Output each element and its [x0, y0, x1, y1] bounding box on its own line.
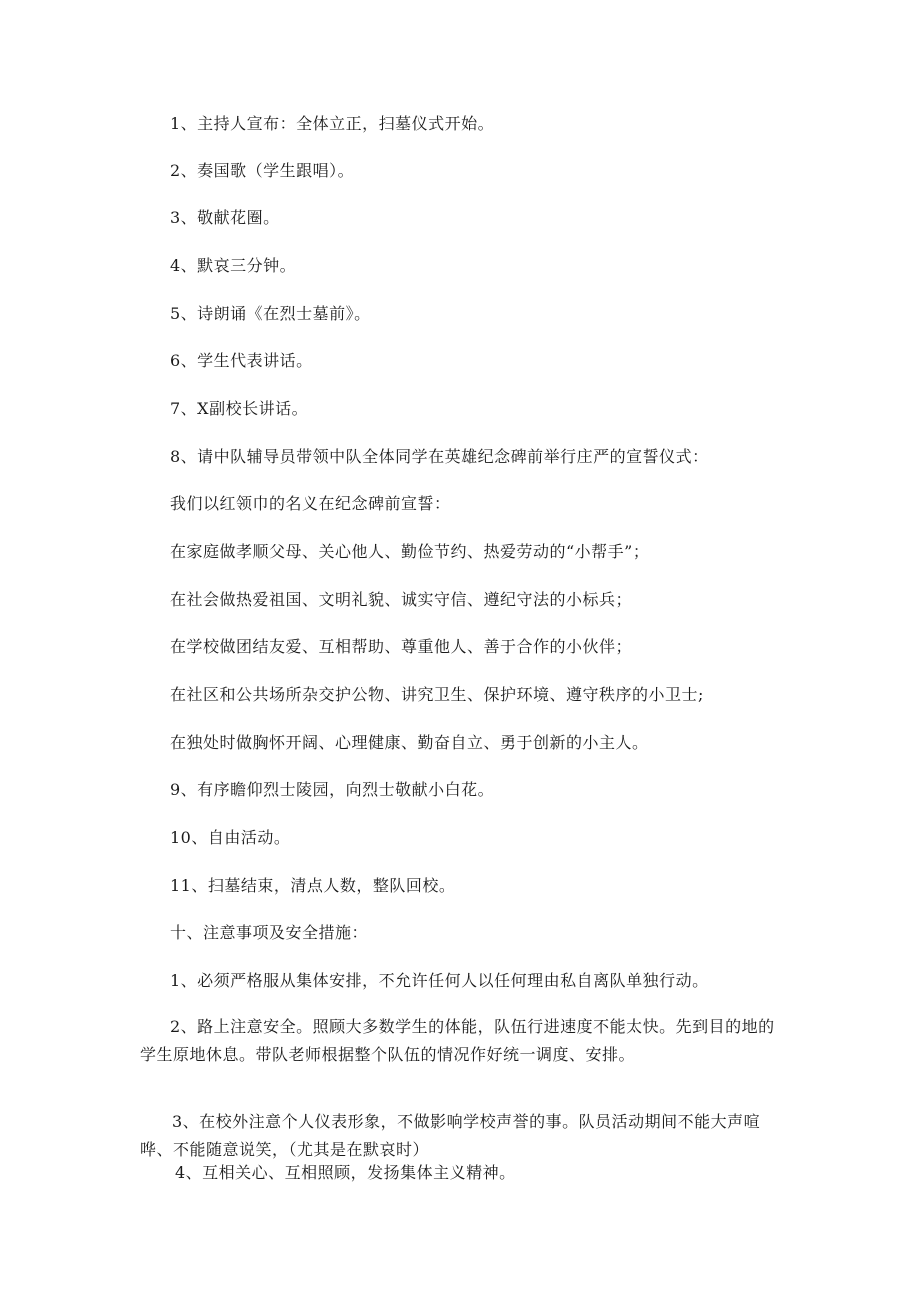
step-7: 7、X副校长讲话。: [170, 399, 309, 418]
oath-line-family: 在家庭做孝顺父母、关心他人、勤俭节约、热爱劳动的“小帮手”；: [170, 542, 650, 561]
step-9: 9、有序瞻仰烈士陵园，向烈士敬献小白花。: [170, 780, 495, 799]
step-4: 4、默哀三分钟。: [170, 256, 297, 275]
step-3: 3、敬献花圈。: [170, 208, 280, 227]
oath-intro: 我们以红领巾的名义在纪念碑前宣誓：: [170, 494, 451, 513]
oath-line-society: 在社会做热爱祖国、文明礼貌、诚实守信、遵纪守法的小标兵；: [170, 590, 633, 609]
oath-line-school: 在学校做团结友爱、互相帮助、尊重他人、善于合作的小伙伴；: [170, 637, 633, 656]
step-6: 6、学生代表讲话。: [170, 351, 313, 370]
safety-item-3: 3、在校外注意个人仪表形象，不做影响学校声誉的事。队员活动期间不能大声喧哗、不能随意说笑，（尤其是在默哀时）: [140, 1112, 761, 1159]
step-10: 10、自由活动。: [170, 828, 291, 847]
safety-item-1: 1、必须严格服从集体安排，不允许任何人以任何理由私自离队单独行动。: [170, 971, 709, 990]
safety-item-2: 2、路上注意安全。照顾大多数学生的体能，队伍行进速度不能太快。先到目的地的学生原地休息。带队老师根据整个队伍的情况作好统一调度、安排。: [140, 1017, 775, 1064]
section-heading: 十、注意事项及安全措施：: [170, 923, 369, 942]
oath-line-alone: 在独处时做胸怀开阔、心理健康、勤奋自立、勇于创新的小主人。: [170, 733, 649, 752]
safety-item-4: 4、互相关心、互相照顾，发扬集体主义精神。: [175, 1163, 516, 1182]
step-8: 8、请中队辅导员带领中队全体同学在英雄纪念碑前举行庄严的宣誓仪式：: [170, 447, 709, 466]
step-11: 11、扫墓结束，清点人数，整队回校。: [170, 876, 456, 895]
step-1: 1、主持人宣布：全体立正，扫墓仪式开始。: [170, 114, 495, 133]
oath-line-community: 在社区和公共场所杂交护公物、讲究卫生、保护环境、遵守秩序的小卫士;: [170, 685, 704, 704]
step-5: 5、诗朗诵《在烈士墓前》。: [170, 304, 371, 323]
step-2: 2、奏国歌（学生跟唱）。: [170, 161, 355, 180]
